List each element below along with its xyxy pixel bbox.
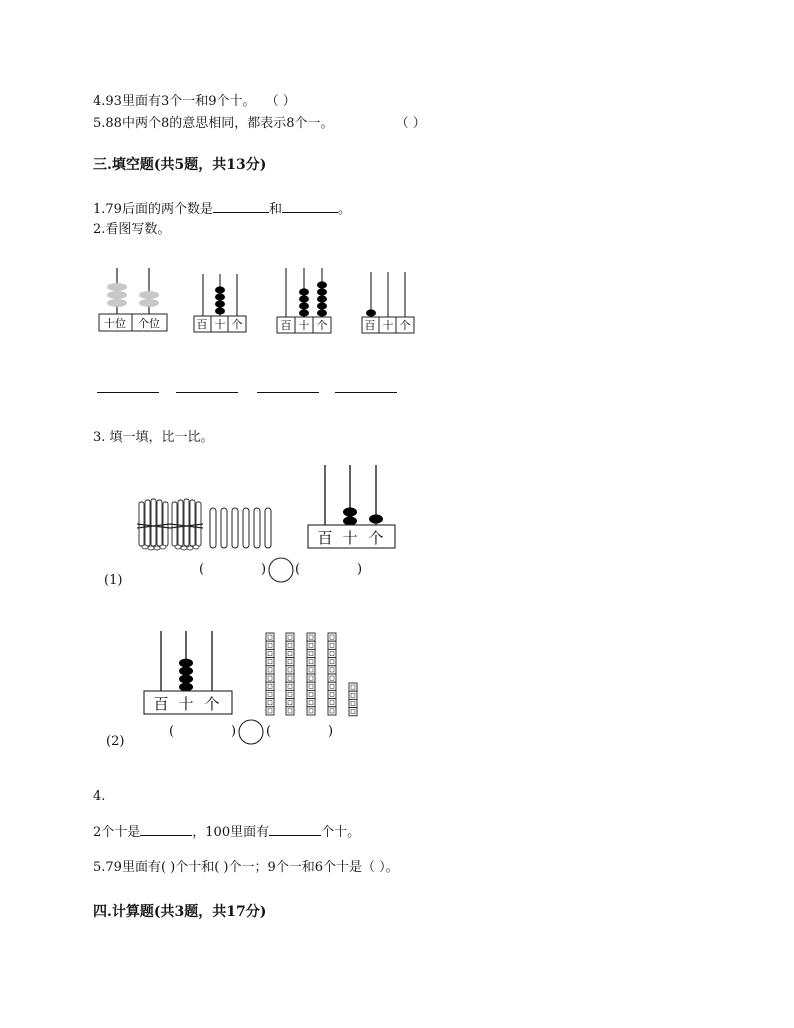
section-3-heading: 三.填空题(共5题，共13分) <box>93 157 267 173</box>
question-2: 2.看图写数。 <box>93 222 171 237</box>
abacus-4-label-tens: 十 <box>382 319 394 332</box>
q4-blank-2[interactable] <box>269 823 321 836</box>
answer-line-2[interactable] <box>176 392 238 393</box>
cube <box>307 666 315 674</box>
cube-rod <box>307 633 315 715</box>
q4-part3: 个十。 <box>321 825 361 840</box>
q3-1-left-paren-open: ( <box>199 562 205 577</box>
cube <box>328 658 336 666</box>
abacus-1 <box>99 268 167 331</box>
cube <box>266 690 274 698</box>
cube <box>266 649 274 657</box>
question-3: 3. 填一填，比一比。 <box>93 430 214 445</box>
question-5: 5.79里面有( )个十和( )个一；9个一和6个十是（ ）。 <box>93 860 399 875</box>
cube <box>328 699 336 707</box>
tf-item-5-text: 5.88中两个8的意思相同，都表示8个一。 <box>93 116 334 131</box>
cube-rod <box>286 633 294 715</box>
cube <box>286 633 294 641</box>
cube <box>307 690 315 698</box>
q3-2-right-paren-close: ) <box>328 724 334 739</box>
cube <box>286 649 294 657</box>
cube <box>286 666 294 674</box>
abacus-figures-row <box>0 262 794 352</box>
cube-rods <box>266 633 357 716</box>
abacus-1-label-ones: 个位 <box>138 317 160 330</box>
abacus-1-label-tens: 十位 <box>104 317 126 330</box>
cube <box>328 707 336 715</box>
question-4 <box>93 823 360 841</box>
q1-mid: 和 <box>268 202 282 217</box>
q3-1-right-paren-close: ) <box>357 562 363 577</box>
cube <box>307 699 315 707</box>
tf-item-5 <box>93 116 426 132</box>
cube <box>328 633 336 641</box>
q1-blank-1[interactable] <box>213 200 269 213</box>
abacus-3-label-ones: 个 <box>316 319 328 332</box>
cube <box>266 633 274 641</box>
q3-abacus-2-label-tens: 十 <box>178 695 194 713</box>
cube <box>286 690 294 698</box>
cube <box>266 674 274 682</box>
stick-bundle-2 <box>170 499 203 550</box>
q4-part1: 2个十是 <box>93 825 141 840</box>
cube <box>286 682 294 690</box>
cube <box>307 707 315 715</box>
cube <box>307 633 315 641</box>
stick-bundle-1 <box>137 499 170 550</box>
tf-item-4-text: 4.93里面有3个一和9个十。 <box>93 94 256 109</box>
loose-sticks <box>210 508 271 548</box>
tf-item-4 <box>93 94 296 110</box>
tf-item-5-paren[interactable]: （ ） <box>395 116 426 131</box>
abacus-2-label-tens: 十 <box>214 318 226 331</box>
cube <box>266 658 274 666</box>
q3-sub1-label: (1) <box>104 573 123 588</box>
q3-abacus-2 <box>144 631 232 714</box>
abacus-3-label-tens: 十 <box>298 319 310 332</box>
cube <box>286 707 294 715</box>
cube <box>266 666 274 674</box>
cube <box>266 682 274 690</box>
q3-abacus-1-label-ones: 个 <box>368 529 384 547</box>
cube <box>266 641 274 649</box>
answer-line-1[interactable] <box>97 392 159 393</box>
cube <box>307 682 315 690</box>
q3-1-right-paren-open: ( <box>295 562 301 577</box>
q3-1-left-paren-close: ) <box>261 562 267 577</box>
abacus-4 <box>362 272 414 333</box>
answer-line-3[interactable] <box>257 392 319 393</box>
q3-abacus-1-label-tens: 十 <box>342 529 358 547</box>
cube <box>307 674 315 682</box>
cube-rod <box>266 633 274 715</box>
cube <box>349 708 357 716</box>
q3-abacus-2-label-hundreds: 百 <box>153 695 169 713</box>
q3-part2-figure <box>0 625 794 745</box>
cube <box>349 699 357 707</box>
abacus-3 <box>277 268 331 333</box>
compare-circle-2[interactable] <box>239 720 263 744</box>
abacus-3-label-hundreds: 百 <box>280 319 292 332</box>
abacus-4-label-hundreds: 百 <box>364 319 376 332</box>
q3-abacus-1 <box>308 465 395 548</box>
cube <box>328 674 336 682</box>
q1-prefix: 1.79后面的两个数是 <box>93 202 213 217</box>
cube <box>286 658 294 666</box>
abacus-2 <box>194 274 246 332</box>
cube <box>349 683 357 691</box>
cube <box>307 658 315 666</box>
section-4-heading: 四.计算题(共3题，共17分) <box>93 904 267 920</box>
cube <box>307 641 315 649</box>
cube-rod <box>328 633 336 715</box>
question-4-number: 4. <box>93 789 106 804</box>
cube <box>328 682 336 690</box>
cube <box>328 690 336 698</box>
q4-part2: ，100里面有 <box>192 825 270 840</box>
cube <box>307 649 315 657</box>
q3-abacus-1-label-hundreds: 百 <box>317 529 333 547</box>
q3-part1-figure <box>0 460 794 590</box>
abacus-2-label-hundreds: 百 <box>196 318 208 331</box>
answer-line-4[interactable] <box>335 392 397 393</box>
cube <box>328 649 336 657</box>
cube <box>286 674 294 682</box>
cube <box>328 641 336 649</box>
q3-sub2-label: (2) <box>106 734 125 749</box>
compare-circle-1[interactable] <box>269 558 293 582</box>
tf-item-4-paren[interactable]: （ ） <box>265 94 296 109</box>
cube <box>266 699 274 707</box>
q1-suffix: 。 <box>337 202 351 217</box>
cube <box>328 666 336 674</box>
q3-2-left-paren-close: ) <box>231 724 237 739</box>
q3-2-left-paren-open: ( <box>169 724 175 739</box>
abacus-2-label-ones: 个 <box>231 318 243 331</box>
question-1 <box>93 200 351 218</box>
q3-abacus-2-label-ones: 个 <box>204 695 220 713</box>
q4-blank-1[interactable] <box>140 823 192 836</box>
cube <box>349 691 357 699</box>
cube <box>286 641 294 649</box>
cube <box>266 707 274 715</box>
q3-2-right-paren-open: ( <box>266 724 272 739</box>
abacus-4-label-ones: 个 <box>399 319 411 332</box>
cube-rod <box>349 683 357 716</box>
q1-blank-2[interactable] <box>282 200 338 213</box>
cube <box>286 699 294 707</box>
